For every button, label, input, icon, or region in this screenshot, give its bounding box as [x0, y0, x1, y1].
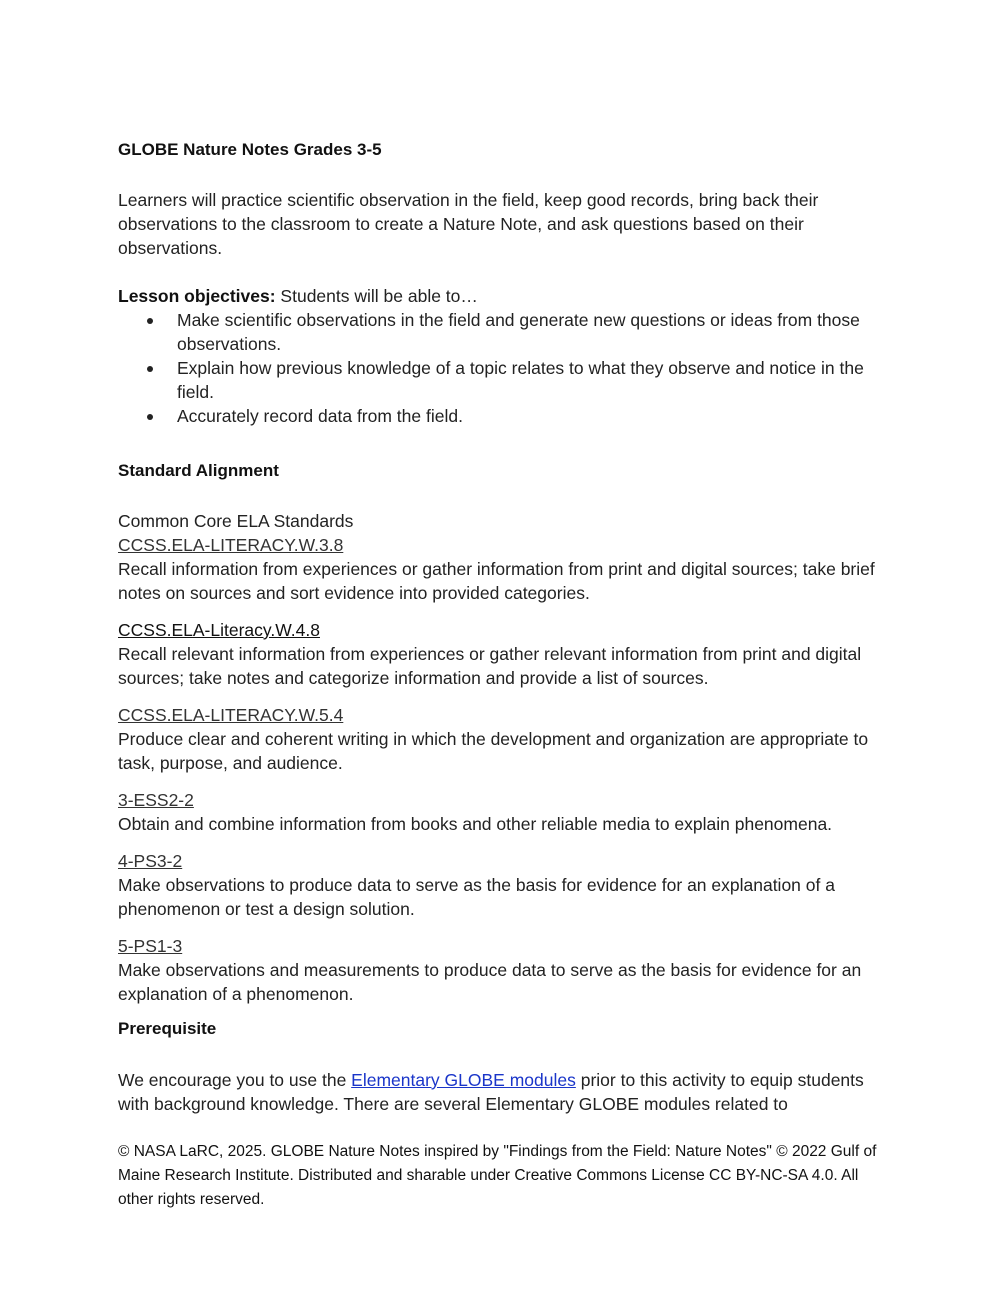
objective-text: Make scientific observations in the field and generate new questions or ideas from those observations. — [177, 310, 860, 354]
objectives-label: Lesson objectives: — [118, 286, 276, 306]
bullet-icon — [147, 414, 153, 420]
standard-item — [118, 788, 888, 836]
objectives-lead — [118, 284, 878, 308]
objectives-list — [118, 308, 877, 428]
standard-description: Recall relevant information from experiences or gather relevant information from print and digital sources; take notes and categorize information and provide a list of sources. — [118, 644, 862, 688]
bullet-icon — [147, 318, 153, 324]
list-item — [118, 404, 877, 428]
intro-paragraph: Learners will practice scientific observation in the field, keep good records, bring back their observations to the classroom to create a Nature Note, and ask questions based on their observations. — [118, 190, 819, 258]
standards-heading: Standard Alignment — [118, 461, 279, 480]
document-title: GLOBE Nature Notes Grades 3-5 — [118, 140, 382, 159]
prerequisite-text: We encourage you to use the — [118, 1070, 352, 1090]
standard-code-link[interactable]: 4-PS3-2 — [118, 851, 183, 871]
standard-code-link[interactable]: 3-ESS2-2 — [118, 790, 194, 810]
list-item — [118, 356, 877, 404]
standard-code-link[interactable]: CCSS.ELA-LITERACY.W.5.4 — [118, 705, 344, 725]
bullet-icon — [147, 366, 153, 372]
standard-code-link[interactable]: CCSS.ELA-LITERACY.W.3.8 — [118, 535, 344, 555]
prerequisite-heading: Prerequisite — [118, 1019, 217, 1038]
list-item — [118, 308, 877, 356]
objective-text: Accurately record data from the field. — [177, 406, 463, 426]
prerequisite-text: prior to this activity to equip students with background knowledge. There are several Elementary GLOBE modules related to — [118, 1070, 864, 1114]
standard-item — [118, 934, 888, 1006]
standard-code-link[interactable]: 5-PS1-3 — [118, 936, 183, 956]
standard-description: Produce clear and coherent writing in which the development and organization are appropriate to task, purpose, and audience. — [118, 729, 869, 773]
standard-description: Obtain and combine information from books and other reliable media to explain phenomena. — [118, 814, 833, 834]
standard-description: Make observations to produce data to serve as the basis for evidence for an explanation of a phenomenon or test a design solution. — [118, 875, 835, 919]
standard-item — [118, 849, 888, 921]
standard-code-link[interactable]: CCSS.ELA-Literacy.W.4.8 — [118, 620, 320, 640]
standard-item — [118, 618, 888, 690]
standards-group-label: Common Core ELA Standards — [118, 511, 354, 531]
standard-item — [118, 703, 888, 775]
elementary-globe-modules-link[interactable]: Elementary GLOBE modules — [351, 1070, 576, 1090]
objectives-lead-text: Students will be able to… — [275, 286, 478, 306]
objective-text: Explain how previous knowledge of a topic relates to what they observe and notice in the field. — [177, 358, 864, 402]
standard-item — [118, 533, 888, 605]
standard-description: Recall information from experiences or gather information from print and digital sources; take brief notes on sources and sort evidence into provided categories. — [118, 559, 875, 603]
prerequisite-paragraph — [118, 1068, 878, 1116]
copyright-footer: © NASA LaRC, 2025. GLOBE Nature Notes inspired by "Findings from the Field: Nature Notes" © 2022 Gulf of Maine Research Institute. Distributed and sharable under Creative Commons License CC BY-NC-SA 4.0. All other rights reserved. — [118, 1143, 877, 1208]
standard-description: Make observations and measurements to produce data to serve as the basis for evidence for an explanation of a phenomenon. — [118, 960, 862, 1004]
